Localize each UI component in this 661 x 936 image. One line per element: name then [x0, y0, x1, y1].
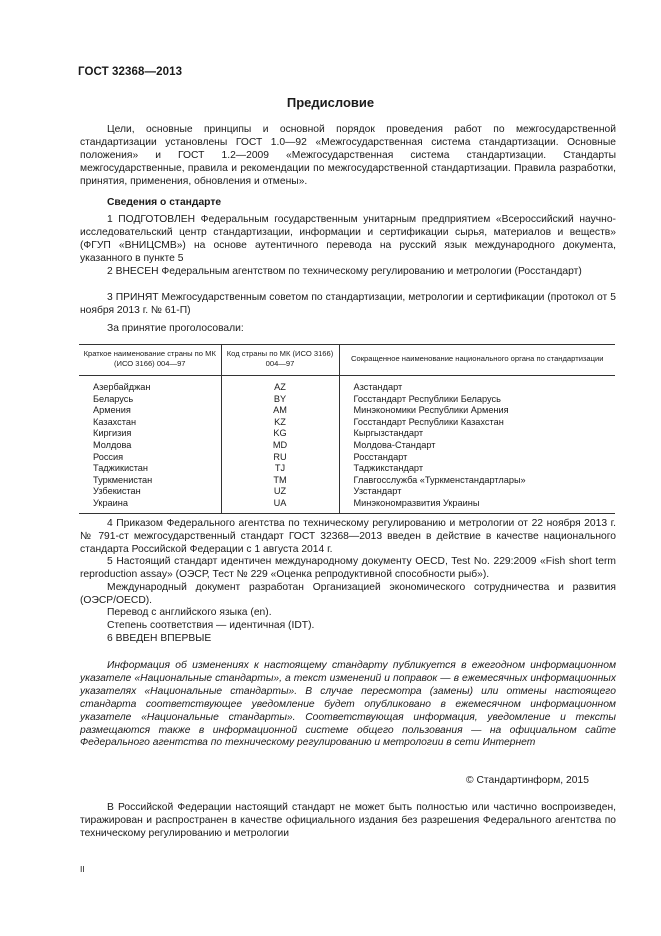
column-header-organization: Сокращенное наименование национального органа по стандартизации: [339, 345, 615, 376]
item-4-paragraph: 4 Приказом Федерального агентства по техническому регулированию и метрологии от 22 ноября 2013 г. № 791-ст межгосударственный стандарт ГОСТ 32368—2013 введен в действие в качестве национального стандарта Российской Федерации с 1 августа 2014 г.: [80, 518, 616, 555]
organization-cell: Узстандарт: [339, 486, 615, 498]
item-1-paragraph: 1 ПОДГОТОВЛЕН Федеральным государственным унитарным предприятием «Всероссийский научно-исследовательский центр стандартизации, информации и сертификации сырья, материалов и веществ» (ФГУП «ВНИЦСМВ») на основе аутентичного перевода на русский язык международного документа, указанного в пункте 5: [80, 214, 616, 264]
column-header-country: Краткое наименование страны по МК (ИСО 3166) 004—97: [79, 345, 221, 376]
country-cell: Туркменистан: [93, 474, 153, 485]
organization-cell: Азстандарт: [339, 376, 615, 394]
organization-cell: Кыргызстандарт: [339, 428, 615, 440]
organization-cell: Госстандарт Республики Беларусь: [339, 394, 615, 406]
item-5-degree-paragraph: Степень соответствия — идентичная (IDT).: [107, 620, 315, 631]
table-row: [79, 394, 615, 406]
item-5-paragraph: 5 Настоящий стандарт идентичен международному документу OECD, Test No. 229:2009 «Fish short term reproduction assay» (ОЭСР, Тест № 229 «Оценка репродуктивной способности рыб»).: [80, 556, 616, 580]
table-row: [79, 452, 615, 464]
table-row: [79, 440, 615, 452]
notice-paragraph: Информация об изменениях к настоящему стандарту публикуется в ежегодном информационном указателе «Национальные стандарты», а текст изменений и поправок — в ежемесячных информационных указателях «Национальные стандарты». В случае пересмотра (замены) или отмены настоящего стандарта соответствующее уведомление будет опубликовано в ежемесячном информационном указателе «Национальные стандарты». Соответствующая информация, уведомление и тексты размещаются также в информационной системе общего пользования — на официальном сайте Федерального агентства по техническому регулированию и метрологии в сети Интернет: [80, 660, 616, 749]
item-6-paragraph: 6 ВВЕДЕН ВПЕРВЫЕ: [107, 633, 212, 644]
page-number: II: [80, 864, 85, 874]
organization-cell: Минэкономразвития Украины: [339, 498, 615, 513]
country-cell: Украина: [79, 498, 221, 513]
organization-cell: Госстандарт Республики Казахстан: [339, 417, 615, 429]
code-cell: KZ: [221, 417, 339, 429]
table-row: [79, 417, 615, 429]
country-cell: Узбекистан: [93, 486, 141, 497]
info-heading: Сведения о стандарте: [107, 197, 222, 208]
code-cell: TJ: [221, 463, 339, 475]
country-cell: Азербайджан: [93, 382, 151, 392]
code-cell: AZ: [221, 376, 339, 394]
table-row: [79, 463, 615, 475]
table-row: [79, 428, 615, 440]
countries-table: [79, 344, 615, 514]
code-cell: TM: [221, 475, 339, 487]
code-cell: BY: [221, 394, 339, 406]
intro-paragraph: Цели, основные принципы и основной порядок проведения работ по межгосударственной стандартизации установлены ГОСТ 1.0—92 «Межгосударственная система стандартизации. Основные положения» и ГОСТ 1.2—2009 «Межгосударственная система стандартизации. Стандарты межгосударственные, правила и рекомендации по межгосударственной стандартизации. Правила разработки, принятия, применения, обновления и отмены».: [80, 124, 616, 187]
country-cell: Казахстан: [93, 416, 137, 427]
country-cell: Киргизия: [93, 428, 132, 439]
country-cell: Молдова: [93, 439, 132, 450]
country-cell: Беларусь: [93, 393, 134, 404]
page-title: Предисловие: [286, 95, 375, 110]
country-cell: Таджикистан: [93, 463, 148, 474]
organization-cell: Молдова-Стандарт: [339, 440, 615, 452]
table-row: [79, 475, 615, 487]
rights-paragraph: В Российской Федерации настоящий стандарт не может быть полностью или частично воспроизведен, тиражирован и распространен в качестве официального издания без разрешения Федерального агентства по техническому регулированию и метрологии: [80, 802, 616, 839]
code-cell: UZ: [221, 486, 339, 498]
table-row: [79, 405, 615, 417]
country-cell: Армения: [93, 405, 131, 416]
code-cell: KG: [221, 428, 339, 440]
table-header-row: [79, 345, 615, 376]
organization-cell: Таджикстандарт: [339, 463, 615, 475]
item-2-paragraph: 2 ВНЕСЕН Федеральным агентством по техническому регулированию и метрологии (Росстандарт): [107, 266, 582, 277]
code-cell: UA: [221, 498, 339, 513]
item-3-paragraph: 3 ПРИНЯТ Межгосударственным советом по стандартизации, метрологии и сертификации (протокол от 5 ноября 2013 г. № 61-П): [80, 292, 616, 316]
organization-cell: Минэкономики Республики Армения: [339, 405, 615, 417]
table-row: [79, 486, 615, 498]
standard-header: ГОСТ 32368—2013: [78, 66, 183, 78]
country-cell: Россия: [93, 451, 124, 462]
item-5-translation-paragraph: Перевод с английского языка (en).: [107, 607, 272, 618]
organization-cell: Главгосслужба «Туркменстандартлары»: [339, 475, 615, 487]
voted-label: За принятие проголосовали:: [107, 323, 244, 334]
code-cell: MD: [221, 440, 339, 452]
code-cell: AM: [221, 405, 339, 417]
table-row: [79, 376, 615, 394]
code-cell: RU: [221, 452, 339, 464]
copyright-line: © Стандартинформ, 2015: [466, 775, 589, 786]
organization-cell: Росстандарт: [339, 452, 615, 464]
table-row: [79, 498, 615, 513]
item-5-origin-paragraph: Международный документ разработан Организацией экономического сотрудничества и развития (ОЭСР/OECD).: [80, 582, 616, 606]
column-header-code: Код страны по МК (ИСО 3166) 004—97: [221, 345, 339, 376]
